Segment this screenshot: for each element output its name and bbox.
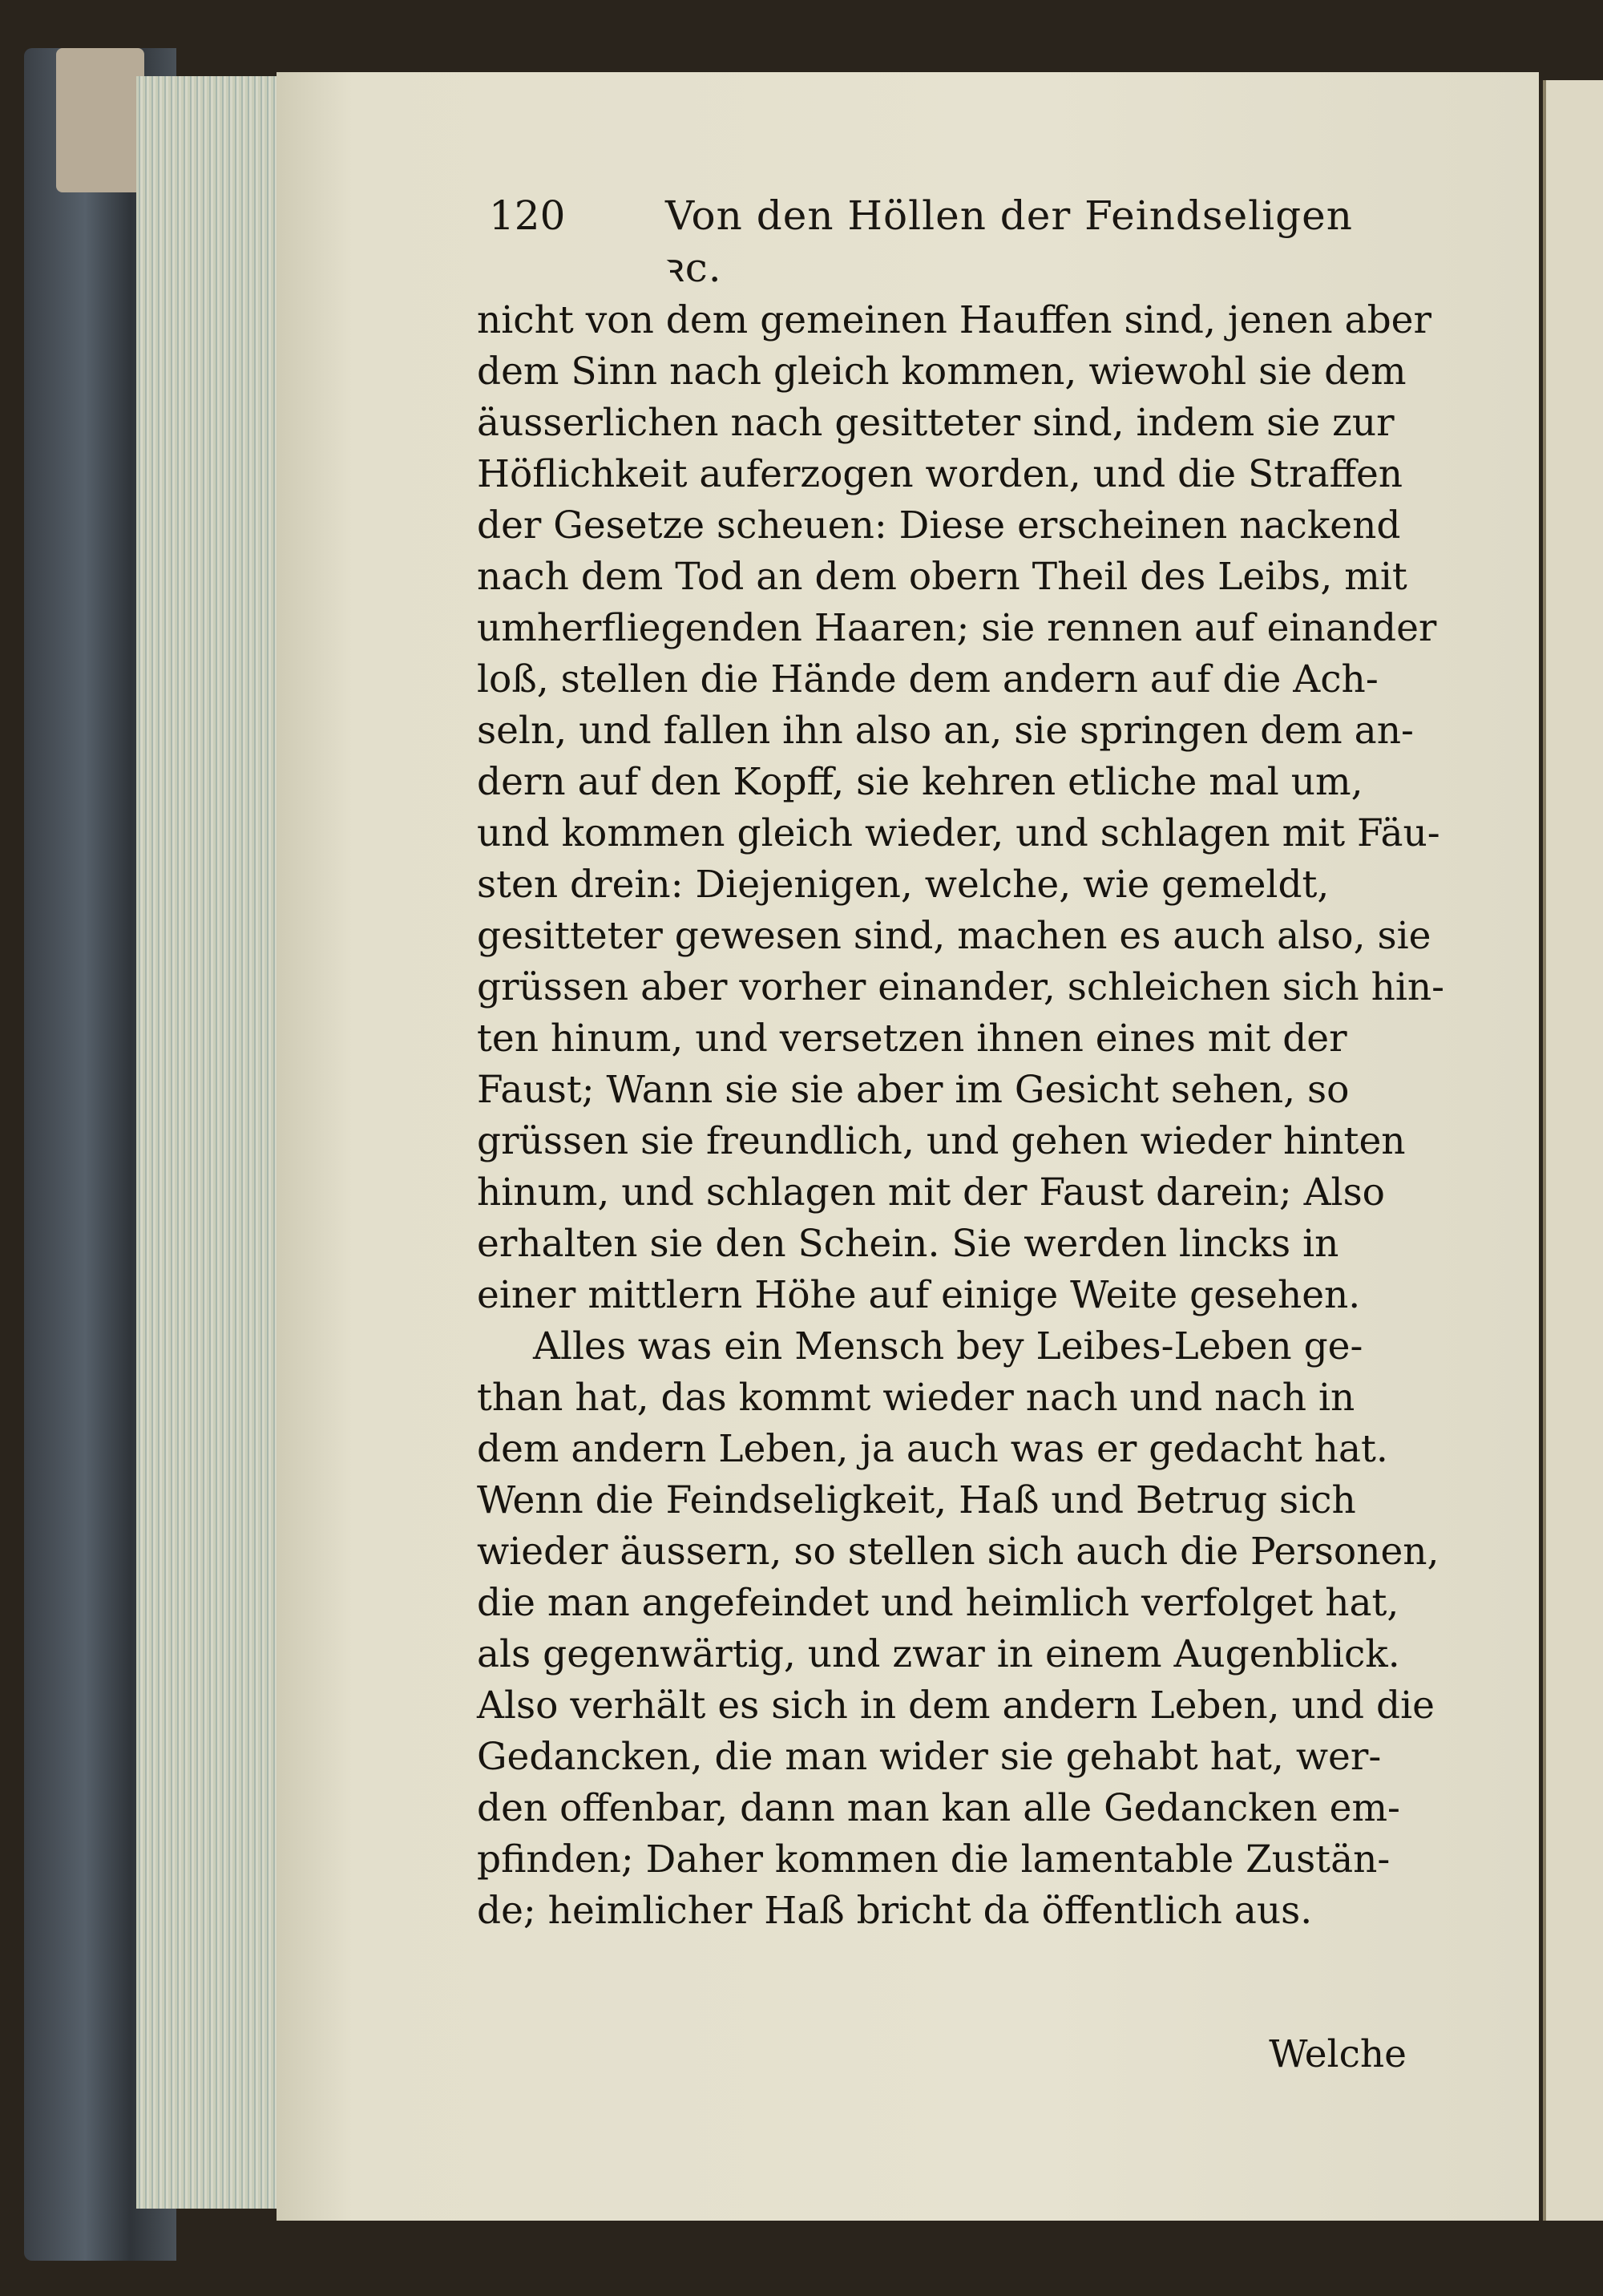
text-line: de; heimlicher Haß bricht da öffentlich aus. (477, 1889, 1313, 1933)
text-line: loß, stellen die Hände dem andern auf die Ach- (477, 657, 1379, 701)
text-line: Alles was ein Mensch bey Leibes-Leben ge- (533, 1324, 1363, 1368)
running-head: Von den Höllen der Feindseligen ꝛc. (665, 192, 1353, 291)
text-line: der Gesetze scheuen: Diese erscheinen nackend (477, 503, 1401, 548)
text-line: erhalten sie den Schein. Sie werden lincks in (477, 1222, 1339, 1266)
text-line: dem Sinn nach gleich kommen, wiewohl sie dem (477, 350, 1407, 394)
body-text (477, 295, 1445, 1937)
text-line: einer mittlern Höhe auf einige Weite gesehen. (477, 1273, 1361, 1317)
text-line: gesitteter gewesen sind, machen es auch also, sie (477, 914, 1431, 958)
page-number: 120 (489, 192, 566, 239)
text-line: Wenn die Feindseligkeit, Haß und Betrug sich (477, 1478, 1356, 1522)
text-line: Gedancken, die man wider sie gehabt hat, wer- (477, 1735, 1382, 1779)
cover-corner-wear (56, 48, 144, 192)
text-line: den offenbar, dann man kan alle Gedancken em- (477, 1786, 1400, 1830)
text-line: sten drein: Diejenigen, welche, wie gemeldt, (477, 863, 1330, 907)
text-line: äusserlichen nach gesitteter sind, indem sie zur (477, 401, 1395, 445)
text-line: grüssen sie freundlich, und gehen wieder hinten (477, 1119, 1406, 1163)
text-line: than hat, das kommt wieder nach und nach in (477, 1376, 1355, 1420)
text-line: wieder äussern, so stellen sich auch die Personen, (477, 1530, 1439, 1574)
text-line: umherfliegenden Haaren; sie rennen auf einander (477, 606, 1437, 650)
page-header (489, 184, 1411, 291)
page-edges (136, 76, 285, 2209)
text-line: dern auf den Kopff, sie kehren etliche mal um, (477, 760, 1363, 804)
text-line: und kommen gleich wieder, und schlagen mit Fäu- (477, 811, 1440, 855)
text-line: Höflichkeit auferzogen worden, und die Straffen (477, 452, 1403, 496)
text-line: nach dem Tod an dem obern Theil des Leibs, mit (477, 555, 1407, 599)
text-line: Also verhält es sich in dem andern Leben, und die (477, 1684, 1435, 1728)
text-line: pfinden; Daher kommen die lamentable Zustän- (477, 1837, 1391, 1882)
facing-page-edge (1543, 80, 1603, 2221)
text-line: hinum, und schlagen mit der Faust darein; Also (477, 1170, 1385, 1215)
text-line: Faust; Wann sie sie aber im Gesicht sehen, so (477, 1068, 1350, 1112)
text-line: nicht von dem gemeinen Hauffen sind, jenen aber (477, 298, 1431, 342)
text-line: die man angefeindet und heimlich verfolget hat, (477, 1581, 1399, 1625)
catchword: Welche (1269, 2032, 1407, 2076)
text-line: grüssen aber vorher einander, schleichen sich hin- (477, 965, 1445, 1009)
text-line: dem andern Leben, ja auch was er gedacht hat. (477, 1427, 1388, 1471)
text-line: als gegenwärtig, und zwar in einem Augenblick. (477, 1632, 1400, 1676)
text-line: ten hinum, und versetzen ihnen eines mit der (477, 1017, 1347, 1061)
text-line: seln, und fallen ihn also an, sie springen dem an- (477, 709, 1414, 753)
